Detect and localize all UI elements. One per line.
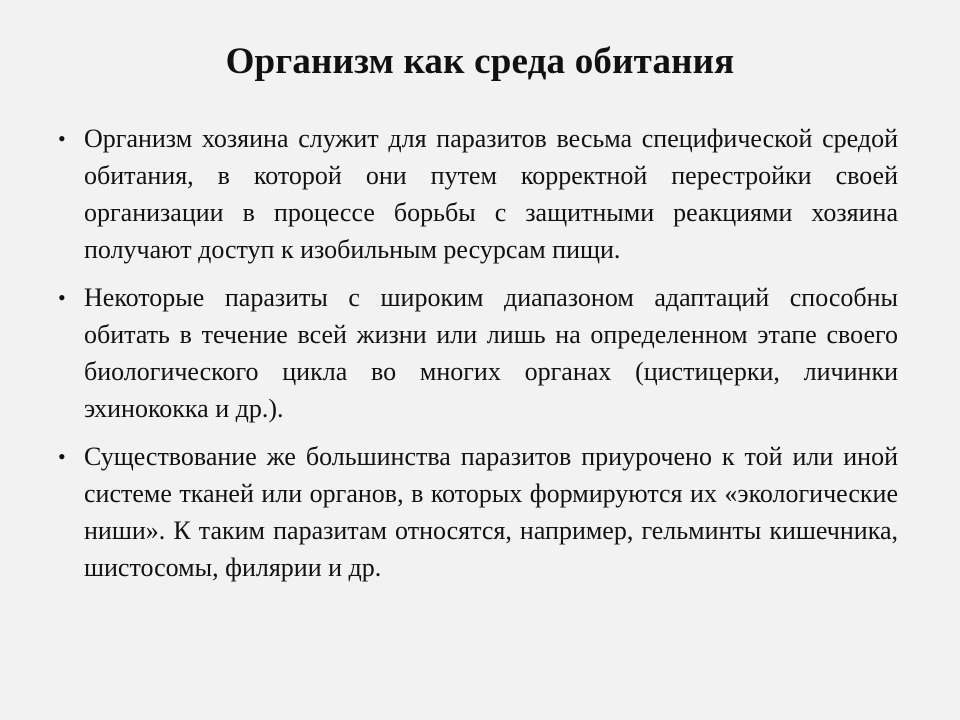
bullet-item <box>52 120 898 268</box>
bullet-item <box>52 438 898 586</box>
bullet-item <box>52 279 898 427</box>
bullet-text: Некоторые паразиты с широким диапазоном адаптаций способны обитать в течение всей жизни или лишь на определенном этапе своего биологического цикла во многих органах (цистицерки, личинки эхинококка и др.). <box>84 283 898 423</box>
bullet-text: Существование же большинства паразитов приурочено к той или иной системе тканей или органов, в которых формируются их «экологические ниши». К таким паразитам относятся, например, гельминты кишечника, шистосомы, филярии и др. <box>84 442 898 582</box>
bullet-list <box>52 120 898 597</box>
bullet-marker: • <box>58 126 66 151</box>
slide-title: Организм как среда обитания <box>225 41 735 82</box>
bullet-marker: • <box>58 444 66 469</box>
bullet-marker: • <box>58 285 66 310</box>
bullet-text: Организм хозяина служит для паразитов весьма специфической средой обитания, в которой они путем корректной перестройки своей организации в процессе борьбы с защитными реакциями хозяина получают доступ к изобильным ресурсам пищи. <box>84 124 898 264</box>
